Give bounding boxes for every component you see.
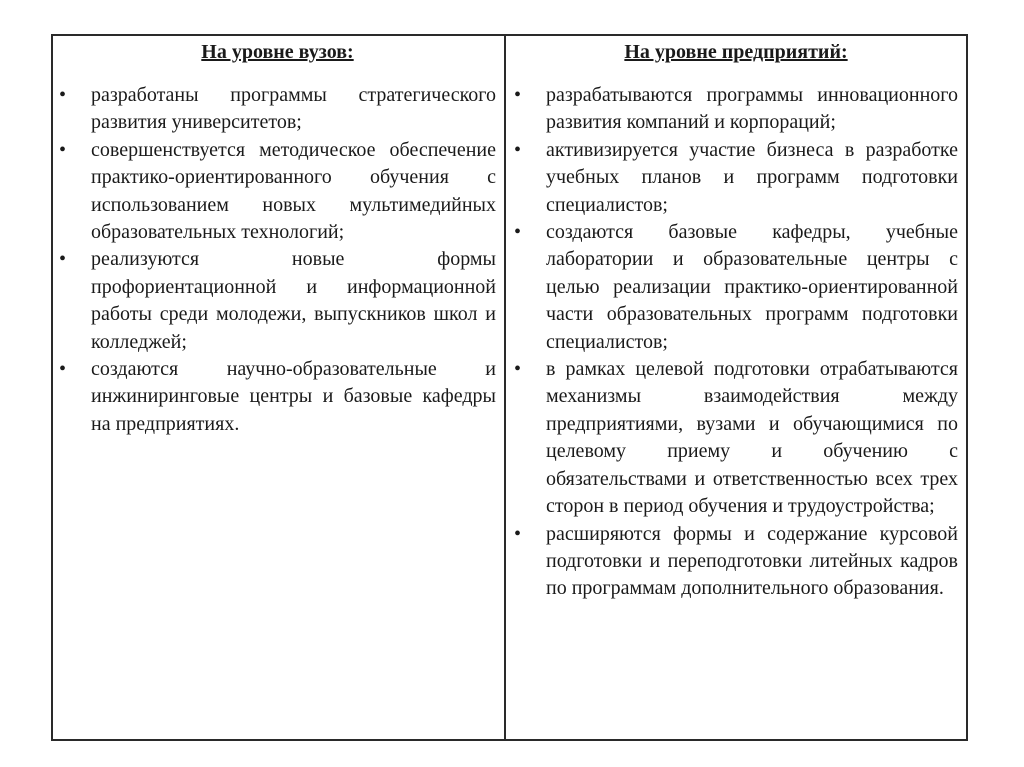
list-item: • создаются научно-образовательные и инжиниринговые центры и базовые кафедры на предприятиях. xyxy=(59,358,496,435)
comparison-table xyxy=(51,34,968,741)
list-item: • создаются базовые кафедры, учебные лаборатории и образовательные центры с целью реализации практико-ориентированной части образовательных программ подготовки специалистов; xyxy=(514,221,958,353)
list-item: • активизируется участие бизнеса в разработке учебных планов и программ подготовки специалистов; xyxy=(514,138,958,216)
universities-column xyxy=(53,36,506,739)
bullet-icon: • xyxy=(59,138,67,161)
list-item: • реализуются новые формы профориентационной и информационной работы среди молодежи, выпускников школ и колледжей; xyxy=(59,248,496,353)
bullet-icon: • xyxy=(514,138,522,161)
bullet-icon: • xyxy=(514,221,522,244)
bullet-icon: • xyxy=(514,358,522,381)
universities-heading: На уровне вузов: xyxy=(201,41,354,63)
list-item: • разрабатываются программы инновационного развития компаний и корпораций; xyxy=(514,84,958,134)
list-item: • в рамках целевой подготовки отрабатываются механизмы взаимодействия между предприятиями, вузами и обучающимися по целевому приему и обучению с обязательствами и ответственностью всех трех сторон в период обучения и трудоустройства; xyxy=(514,358,958,518)
bullet-icon: • xyxy=(514,84,522,106)
list-item: • расширяются формы и содержание курсовой подготовки и переподготовки литейных кадров по программам дополнительного образования. xyxy=(514,522,958,600)
bullet-icon: • xyxy=(514,522,522,545)
bullet-icon: • xyxy=(59,248,67,271)
bullet-icon: • xyxy=(59,84,67,106)
bullet-icon: • xyxy=(59,358,67,381)
enterprises-column xyxy=(506,36,966,739)
enterprises-heading: На уровне предприятий: xyxy=(624,41,848,63)
list-item: • разработаны программы стратегического развития университетов; xyxy=(59,84,496,134)
list-item: • совершенствуется методическое обеспечение практико-ориентированного обучения с использованием новых мультимедийных образовательных технологий; xyxy=(59,138,496,244)
universities-list xyxy=(59,82,496,438)
enterprises-list xyxy=(514,82,958,603)
